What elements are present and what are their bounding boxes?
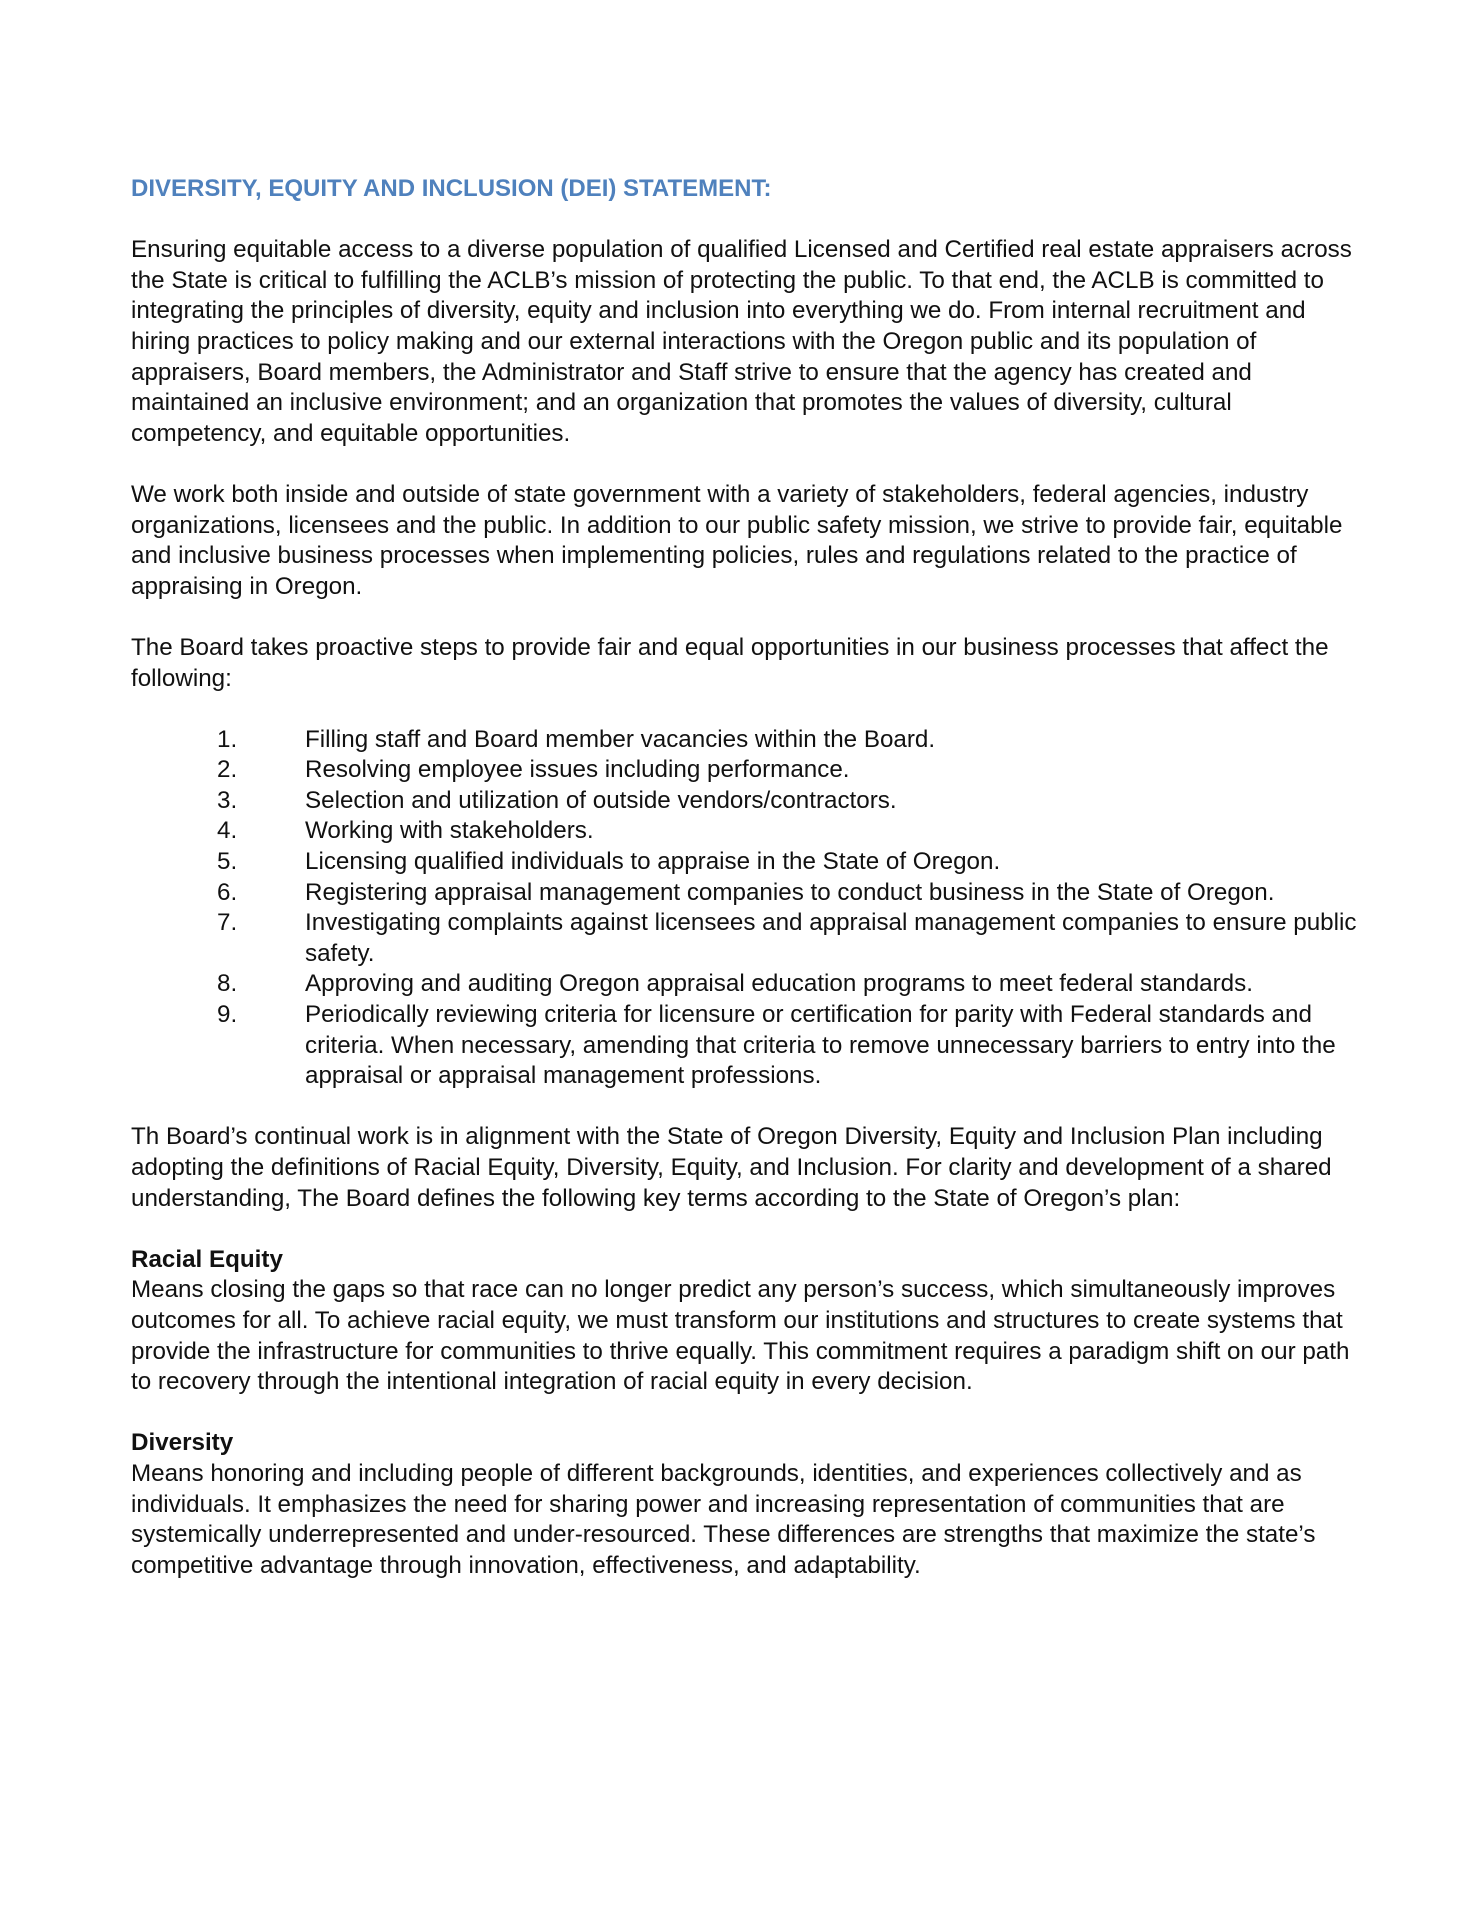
list-number: 8.: [217, 970, 238, 998]
list-text: Registering appraisal management companies to conduct business in the State of Oregon.: [305, 878, 1275, 906]
list-text: Resolving employee issues including performance.: [305, 756, 850, 784]
list-item: [131, 847, 1371, 878]
list-number: 5.: [217, 848, 238, 876]
list-number: 4.: [217, 817, 238, 845]
document-page: [131, 174, 1371, 1612]
list-item: [131, 786, 1371, 817]
list-item: [131, 969, 1371, 1000]
list-item: [131, 878, 1371, 909]
list-item: [131, 908, 1371, 969]
term-racial-equity: Racial Equity: [131, 1245, 283, 1273]
list-text: Working with stakeholders.: [305, 817, 594, 845]
list-number: 9.: [217, 1001, 238, 1029]
intro-paragraph: Ensuring equitable access to a diverse population of qualified Licensed and Certified real estate appraisers across the State is critical to fulfilling the ACLB’s mission of protecting the public. To that end, the ACLB is committed to integrating the principles of diversity, equity and inclusion into everything we do. From internal recruitment and hiring practices to policy making and our external interactions with the Oregon public and its population of appraisers, Board members, the Administrator and Staff strive to ensure that the agency has created and maintained an inclusive environment; and an organization that promotes the values of diversity, cultural competency, and equitable opportunities.: [131, 236, 1352, 447]
definition-racial-equity: Means closing the gaps so that race can no longer predict any person’s success, which simultaneously improves outcomes for all. To achieve racial equity, we must transform our institutions and structures to create systems that provide the infrastructure for communities to thrive equally. This commitment requires a paradigm shift on our path to recovery through the intentional integration of racial equity in every decision.: [131, 1276, 1350, 1396]
list-text: Investigating complaints against licensees and appraisal management companies to ensure public safety.: [305, 909, 1357, 967]
list-number: 3.: [217, 786, 238, 814]
list-item: [131, 725, 1371, 756]
list-item: [131, 816, 1371, 847]
list-text: Filling staff and Board member vacancies within the Board.: [305, 725, 936, 753]
section-heading: DIVERSITY, EQUITY AND INCLUSION (DEI) STATEMENT:: [131, 175, 772, 202]
list-text: Approving and auditing Oregon appraisal education programs to meet federal standards.: [305, 970, 1253, 998]
list-number: 7.: [217, 909, 238, 937]
list-number: 2.: [217, 756, 238, 784]
term-diversity: Diversity: [131, 1429, 234, 1457]
list-text: Periodically reviewing criteria for licensure or certification for parity with Federal standards and criteria. When necessary, amending that criteria to remove unnecessary barriers to entry into the appraisal or appraisal management professions.: [305, 1001, 1336, 1090]
list-number: 1.: [217, 725, 238, 753]
alignment-paragraph: Th Board’s continual work is in alignment with the State of Oregon Diversity, Equity and Inclusion Plan including adopting the definitions of Racial Equity, Diversity, Equity, and Inclusion. For clarity and development of a shared understanding, The Board defines the following key terms according to the State of Oregon’s plan:: [131, 1123, 1332, 1212]
list-item: [131, 755, 1371, 786]
business-processes-paragraph: The Board takes proactive steps to provide fair and equal opportunities in our business processes that affect the following:: [131, 633, 1329, 692]
list-item: [131, 1000, 1371, 1092]
list-text: Licensing qualified individuals to appraise in the State of Oregon.: [305, 848, 1001, 876]
business-processes-list: [131, 725, 1371, 1092]
list-text: Selection and utilization of outside vendors/contractors.: [305, 786, 897, 814]
definition-diversity: Means honoring and including people of different backgrounds, identities, and experiences collectively and as individuals. It emphasizes the need for sharing power and increasing representation of communities that are systemically underrepresented and under-resourced. These differences are strengths that maximize the state’s competitive advantage through innovation, effectiveness, and adaptability.: [131, 1459, 1316, 1579]
stakeholders-paragraph: We work both inside and outside of state government with a variety of stakeholders, federal agencies, industry organizations, licensees and the public. In addition to our public safety mission, we strive to provide fair, equitable and inclusive business processes when implementing policies, rules and regulations related to the practice of appraising in Oregon.: [131, 480, 1343, 600]
list-number: 6.: [217, 878, 238, 906]
